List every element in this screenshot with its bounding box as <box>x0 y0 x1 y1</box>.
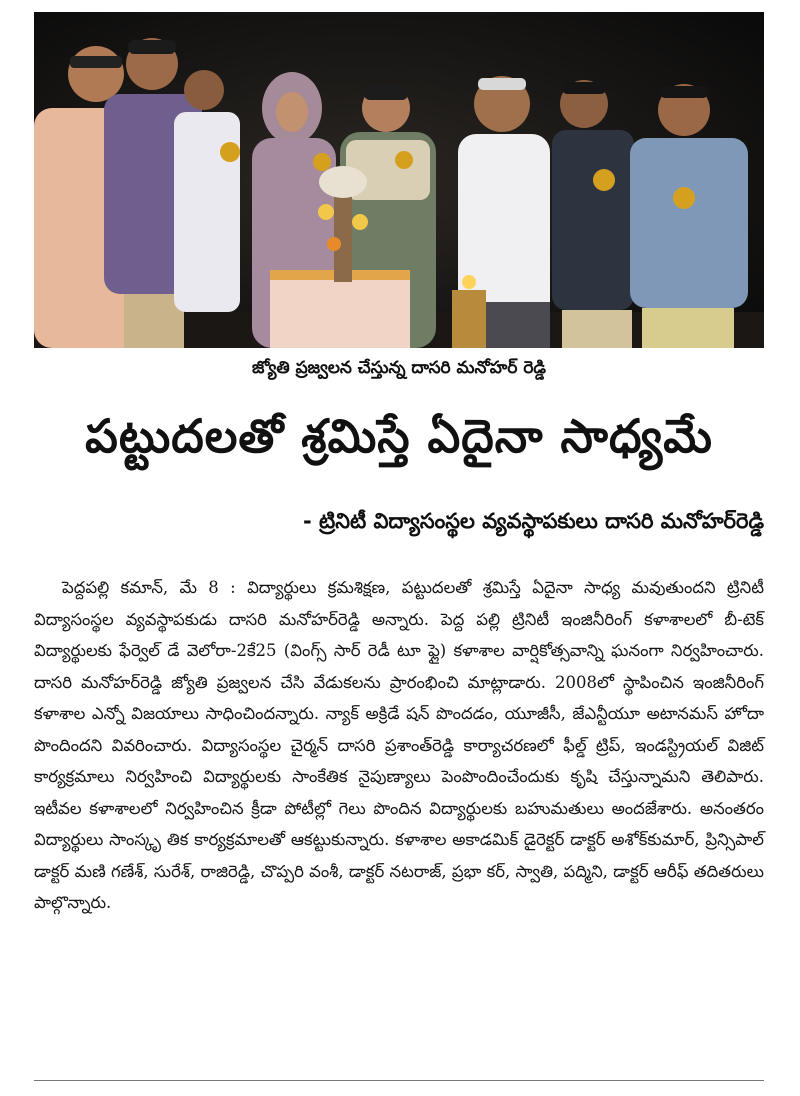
event-photo <box>34 12 764 348</box>
photo-caption: జ్యోతి ప్రజ్వలన చేస్తున్న దాసరి మనోహర్ రెడ్డి <box>252 358 546 378</box>
bottom-divider <box>34 1080 764 1081</box>
headline: పట్టుదలతో శ్రమిస్తే ఏదైనా సాధ్యమే <box>85 409 713 463</box>
article-body: పెద్దపల్లి కమాన్, మే 8 : విద్యార్థులు క్రమశిక్షణ, పట్టుదలతో శ్రమిస్తే ఏదైనా సాధ్య మవుతుందని ట్రినిటీ విద్యాసంస్థల వ్యవస్థాపకుడు దాసరి మనోహర్‌రెడ్డి అన్నారు. పెద్ద పల్లి ట్రినిటీ ఇంజినీరింగ్ కళాశాలలో బీ-టెక్ విద్యార్థులకు ఫేర్వెల్ డే వెలోరా-2కే25 (వింగ్స్ సార్ రెడీ టూ ఫ్లై) కళాశాల వార్షికోత్సవాన్ని ఘనంగా నిర్వహించారు. దాసరి మనోహర్‌రెడ్డి జ్యోతి ప్రజ్వలన చేసి వేడుకలను ప్రారంభించి మాట్లాడారు. 2008లో స్థాపించిన ఇంజినీరింగ్ కళాశాల ఎన్నో విజయాలు సాధించిందన్నారు. న్యాక్ అక్రిడే షన్ పొందడం, యూజీసీ, జేఎన్టీయూ అటానమస్ హోదా పొందిందని వివరించారు. విద్యాసంస్థల చైర్మన్ దాసరి ప్రశాంత్‌రెడ్డి కార్యాచరణలో ఫీల్డ్ ట్రిప్, ఇండస్ట్రియల్ విజిట్ కార్యక్రమాలు నిర్వహించి విద్యార్థులకు సాంకేతిక నైపుణ్యాలు పెంపొందించేందుకు కృషి చేస్తున్నామని తెలిపారు. ఇటీవల కళాశాలలో నిర్వహించిన క్రీడా పోటీల్లో గెలు పొందిన విద్యార్థులకు బహుమతులు అందజేశారు. అనంతరం విద్యార్థులు సాంస్కృ తిక కార్యక్రమాలతో ఆకట్టుకున్నారు. కళాశాల అకాడమిక్ డైరెక్టర్ డాక్టర్ అశోక్‌కుమార్, ప్రిన్సిపాల్ డాక్టర్ మణి గణేశ్, సురేశ్, రాజిరెడ్డి, చొప్పరి వంశీ, డాక్టర్ నటరాజ్, ప్రభా కర్, స్వాతి, పద్మిని, డాక్టర్ ఆరీఫ్ తదితరులు పాల్గొన్నారు. <box>34 578 764 912</box>
subheadline: - ట్రినిటీ విద్యాసంస్థల వ్యవస్థాపకులు దాసరి మనోహర్‌రెడ్డి <box>302 509 764 533</box>
group-photo-illustration <box>34 12 764 348</box>
